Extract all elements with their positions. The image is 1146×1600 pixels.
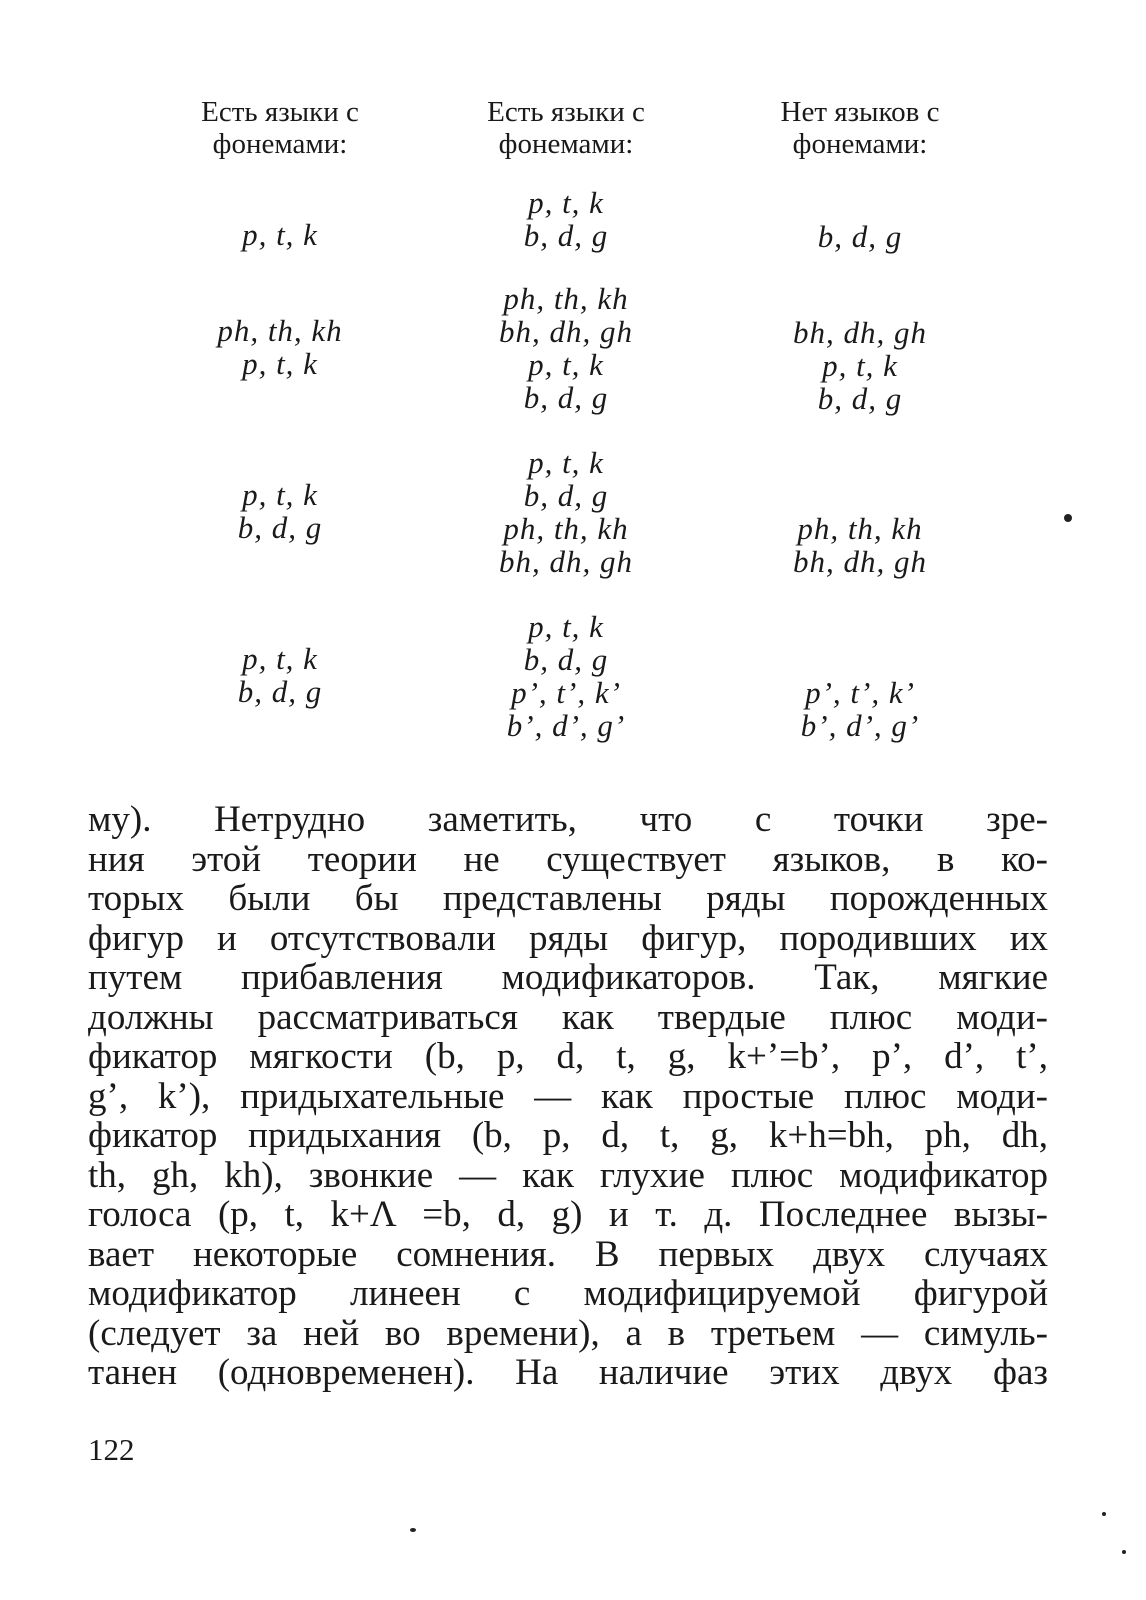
column-header-3: Нет языков с фонемами: [780, 96, 940, 160]
row-3-col-2: p, t, k b, d, g ph, th, kh bh, dh, gh [499, 445, 633, 579]
scan-speck [1122, 1550, 1126, 1554]
text-line: ния этой теории не существует языков, в ко- [88, 838, 1048, 880]
text-line: фигур и отсутствовали ряды фигур, породивших их [88, 917, 1048, 959]
row-1-col-3: b, d, g [817, 219, 903, 254]
row-2-col-3: bh, dh, gh p, t, k b, d, g [793, 315, 927, 416]
text-line: (следует за ней во времени), а в третьем — симуль- [88, 1312, 1048, 1354]
text-line: танен (одновременен). На наличие этих двух фаз [88, 1352, 1048, 1393]
row-2-col-2: ph, th, kh bh, dh, gh p, t, k b, d, g [499, 281, 633, 415]
column-header-2: Есть языки с фонемами: [487, 96, 645, 160]
column-header-1: Есть языки с фонемами: [201, 96, 359, 160]
text-line: th, gh, kh), звонкие — как глухие плюс модификатор [88, 1154, 1048, 1196]
scan-speck [410, 1528, 416, 1532]
text-line: голоса (p, t, k+Λ =b, d, g) и т. д. Последнее вызы- [88, 1194, 1048, 1235]
text-line: путем прибавления модификаторов. Так, мягкие [88, 957, 1048, 998]
text-line: фикатор придыхания (b, p, d, t, g, k+h=bh, ph, dh, [88, 1115, 1048, 1156]
text-line: g’, k’), придыхательные — как простые плюс моди- [88, 1075, 1048, 1117]
row-4-col-1: p, t, k b, d, g [237, 641, 323, 709]
text-line: вает некоторые сомнения. В первых двух случаях [88, 1233, 1048, 1275]
row-1-col-2: p, t, k b, d, g [523, 185, 609, 253]
row-3-col-3: ph, th, kh bh, dh, gh [793, 511, 927, 579]
scan-speck [1064, 514, 1072, 522]
row-4-col-2: p, t, k b, d, g p’, t’, k’ b’, d’, g’ [506, 609, 626, 743]
text-line: му). Нетрудно заметить, что с точки зре- [88, 799, 1048, 840]
row-1-col-1: p, t, k [242, 217, 318, 252]
text-line: фикатор мягкости (b, p, d, t, g, k+’=b’, p’, d’, t’, [88, 1036, 1048, 1077]
text-line: модификатор линеен с модифицируемой фигурой [88, 1273, 1048, 1314]
row-4-col-3: p’, t’, k’ b’, d’, g’ [800, 675, 920, 743]
text-line: должны рассматриваться как твердые плюс моди- [88, 996, 1048, 1038]
scan-speck [1102, 1512, 1106, 1516]
row-3-col-1: p, t, k b, d, g [237, 477, 323, 545]
text-line: торых были бы представлены ряды порожденных [88, 878, 1048, 919]
page-number: 122 [88, 1432, 135, 1467]
row-2-col-1: ph, th, kh p, t, k [217, 313, 343, 381]
body-paragraph [88, 800, 1048, 1393]
